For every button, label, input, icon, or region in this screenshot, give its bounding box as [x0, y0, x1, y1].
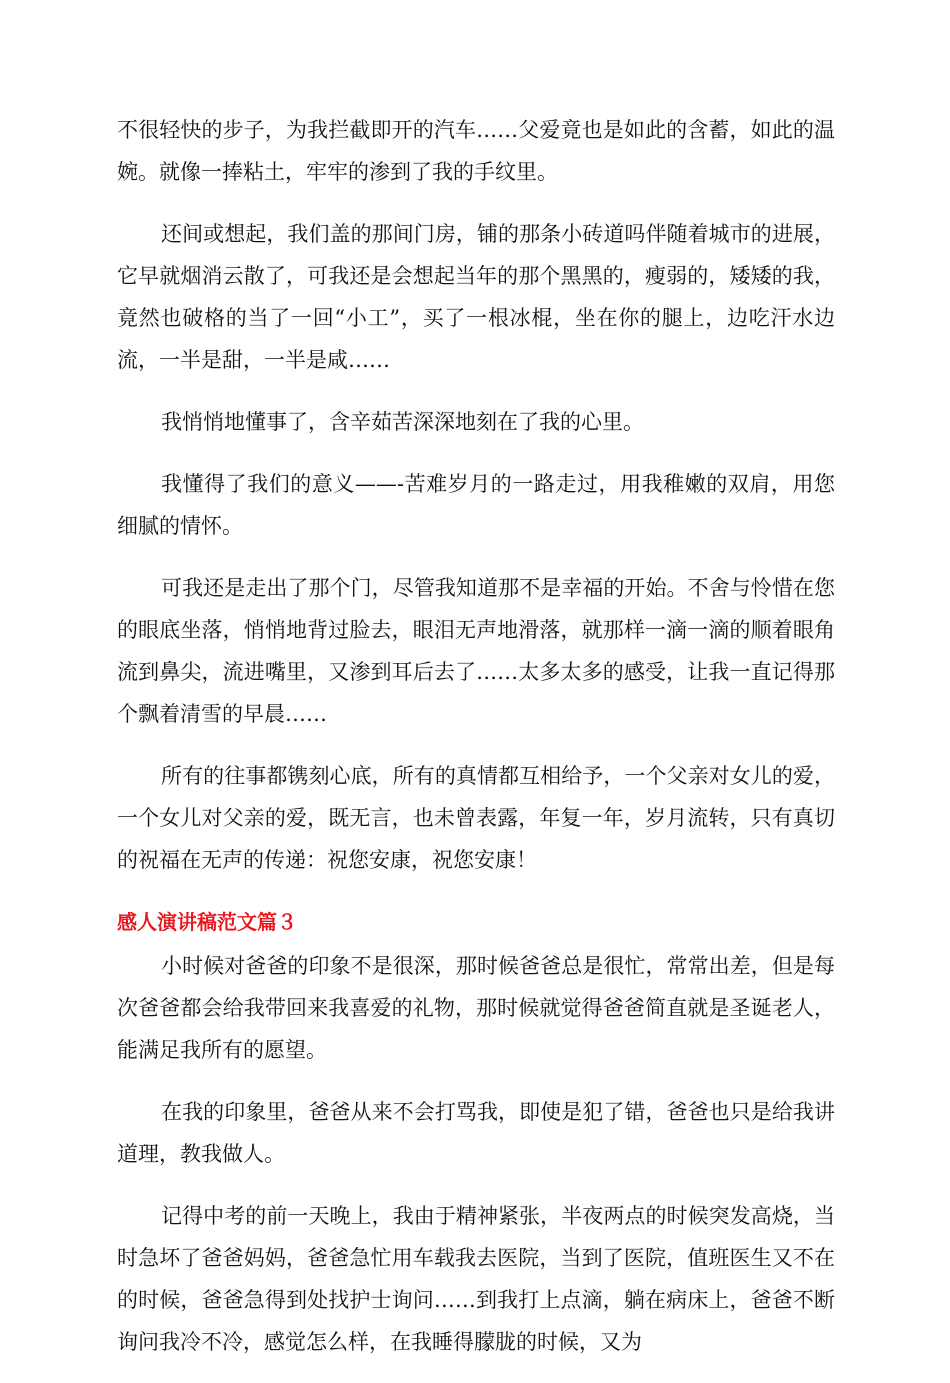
paragraph-blessing: 所有的往事都镌刻心底，所有的真情都互相给予，一个父亲对女儿的爱，一个女儿对父亲的爱，既无言，也未曾表露，年复一年，岁月流转，只有真切的祝福在无声的传递：祝您安康，祝您安康！ — [117, 764, 835, 872]
paragraph-grew-up: 我悄悄地懂事了，含辛茹苦深深地刻在了我的心里。 — [161, 410, 644, 434]
paragraph-leaving-home: 可我还是走出了那个门，尽管我知道那不是幸福的开始。不舍与怜惜在您的眼底坐落，悄悄地背过脸去，眼泪无声地滑落，就那样一滴一滴的顺着眼角流到鼻尖，流进嘴里，又渗到耳后去了……太多太多的感受，让我一直记得那个飘着清雪的早晨…… — [117, 576, 835, 726]
paragraph-childhood: 小时候对爸爸的印象不是很深，那时候爸爸总是很忙，常常出差，但是每次爸爸都会给我带回来我喜爱的礼物，那时候就觉得爸爸简直就是圣诞老人，能满足我所有的愿望。 — [117, 954, 835, 1062]
paragraph-meaning: 我懂得了我们的意义——-苦难岁月的一路走过，用我稚嫩的双肩，用您细腻的情怀。 — [117, 472, 835, 538]
paragraph-exam-night: 记得中考的前一天晚上，我由于精神紧张，半夜两点的时候突发高烧，当时急坏了爸爸妈妈，爸爸急忙用车载我去医院，当到了医院，值班医生又不在的时候，爸爸急得到处找护士询问……到我打上点滴，躺在病床上，爸爸不断询问我冷不冷，感觉怎么样，在我睡得朦胧的时候，又为 — [117, 1204, 835, 1354]
paragraph-gatehouse-memory: 还间或想起，我们盖的那间门房，铺的那条小砖道吗伴随着城市的进展，它早就烟消云散了，可我还是会想起当年的那个黑黑的，瘦弱的，矮矮的我，竟然也破格的当了一回“小工”，买了一根冰棍，坐在你的腿上，边吃汗水边流，一半是甜，一半是咸…… — [117, 222, 835, 372]
paragraph-never-scolded: 在我的印象里，爸爸从来不会打骂我，即使是犯了错，爸爸也只是给我讲道理，教我做人。 — [117, 1100, 835, 1166]
document-body — [117, 109, 835, 1383]
paragraph-continued: 不很轻快的步子，为我拦截即开的汽车……父爱竟也是如此的含蓄，如此的温婉。就像一捧粘土，牢牢的渗到了我的手纹里。 — [117, 118, 835, 184]
section-heading: 感人演讲稿范文篇３ — [117, 910, 297, 934]
